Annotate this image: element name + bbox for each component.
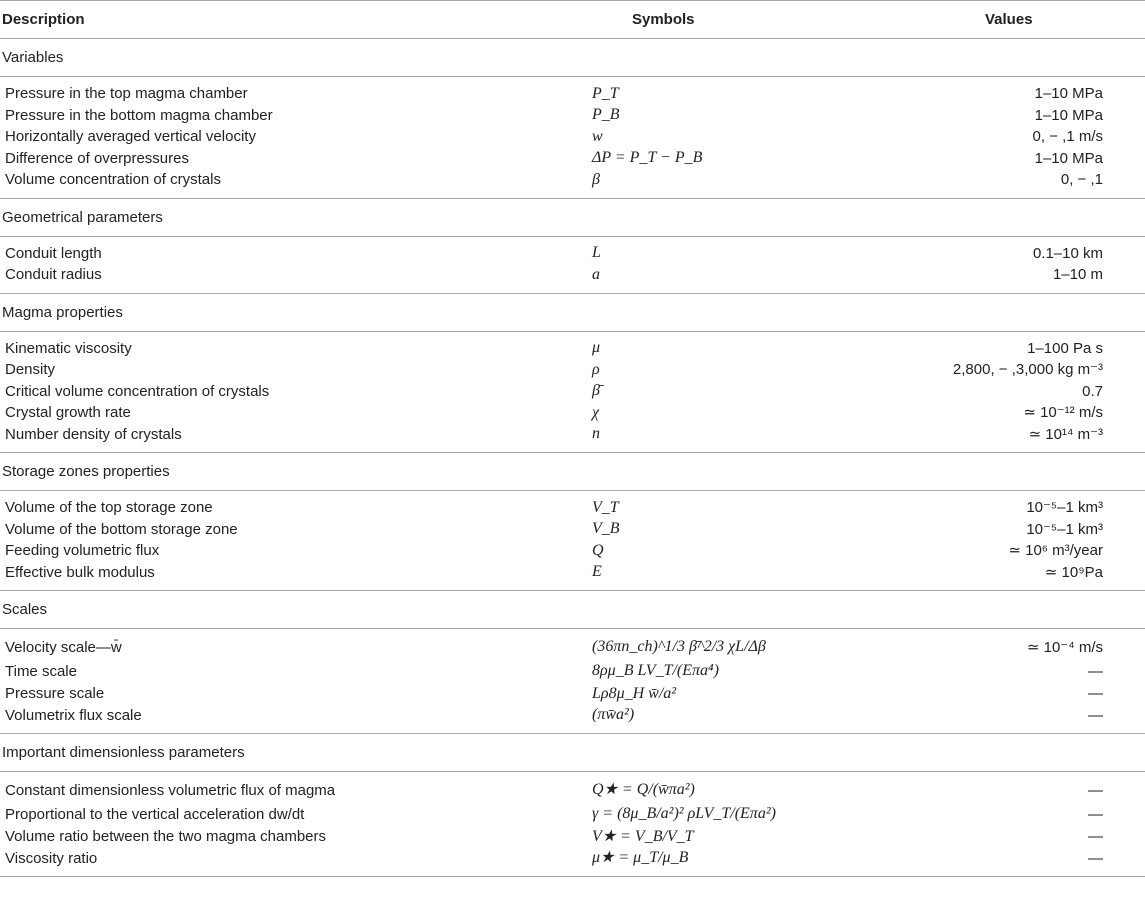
row-description: Pressure scale [5,685,105,703]
row-description: Density [5,361,56,379]
section-row [0,39,1145,77]
row-symbol: V_B [592,520,620,538]
table-row [0,826,1145,848]
row-description: Crystal growth rate [5,404,131,422]
row-value: ≃ 10⁶ m³/year [1008,542,1103,560]
row-symbol: 8ρμ_B LV_T/(Eπa⁴) [592,662,719,679]
table-row [0,105,1145,127]
row-description: Pressure in the top magma chamber [5,85,248,103]
row-description: Conduit radius [5,266,102,284]
section-gap [0,191,1145,199]
row-symbol: Lρ8μ_H w̄/a² [592,684,677,702]
section-title: Scales [0,591,1145,629]
table-body [0,39,1145,877]
section-gap [0,583,1145,591]
table-row [0,402,1145,424]
row-value: 1–10 MPa [1034,106,1103,124]
table-row [0,126,1145,148]
row-symbol: Q [592,541,604,559]
row-symbol: (πw̄a²) [592,706,635,724]
row-description: Velocity scale—w̄ [5,638,122,656]
row-symbol: P_B [592,106,620,124]
row-value: 0.7 [1082,382,1103,400]
row-value: — [1088,685,1103,703]
table-row [0,338,1145,360]
row-symbol: V★ = V_B/V_T [592,827,694,845]
row-description: Horizontally averaged vertical velocity [5,128,256,146]
row-description: Effective bulk modulus [5,563,155,581]
row-value: — [1088,805,1103,823]
row-symbol: ρ [592,360,600,378]
row-value: — [1088,662,1103,680]
row-symbol: w [592,127,603,145]
header-symbols: Symbols [580,1,885,39]
row-symbol: β [592,170,600,188]
section-row [0,453,1145,491]
section-gap [0,869,1145,877]
row-description: Time scale [5,662,77,680]
table-row [0,778,1145,802]
table-header-row [0,1,1145,39]
row-description: Volume of the top storage zone [5,499,213,517]
row-symbol: μ [592,339,601,357]
table-row [0,705,1145,727]
row-value: 2,800, − ,3,000 kg m⁻³ [952,361,1103,379]
row-description: Pressure in the bottom magma chamber [5,106,273,124]
section-title: Storage zones properties [0,453,1145,491]
section-gap [0,445,1145,453]
table-row [0,148,1145,170]
table-row [0,381,1145,403]
row-value: 1–10 MPa [1034,149,1103,167]
section-row [0,293,1145,331]
section-gap [0,286,1145,294]
row-value: 1–100 Pa s [1027,339,1103,357]
row-value: 1–10 MPa [1034,85,1103,103]
row-symbol: (36πn_ch)^1/3 β̄^2/3 χL/Δβ [592,638,766,655]
row-symbol: γ = (8μ_B/a²)² ρLV_T/(Eπa²) [592,805,776,822]
row-value: ≃ 10⁹Pa [1044,563,1103,581]
table-row [0,683,1145,705]
table-row [0,635,1145,659]
row-description: Volumetrix flux scale [5,706,142,724]
table-row [0,424,1145,446]
row-symbol: E [592,563,602,581]
row-value: ≃ 10⁻¹² m/s [1023,404,1103,422]
row-value: 0, − ,1 m/s [1032,128,1103,146]
section-title: Variables [0,39,1145,77]
row-value: — [1088,781,1103,799]
row-description: Conduit length [5,244,102,262]
row-description: Feeding volumetric flux [5,542,160,560]
row-description: Critical volume concentration of crystals [5,382,270,400]
row-value: 10⁻⁵–1 km³ [1026,499,1103,517]
row-symbol: Q★ = Q/(w̄πa²) [592,781,695,798]
table-row [0,359,1145,381]
row-description: Difference of overpressures [5,149,189,167]
table-row [0,848,1145,870]
row-value: 1–10 m [1052,266,1103,284]
table-row [0,802,1145,826]
row-symbol: ΔP = P_T − P_B [592,149,703,167]
row-description: Kinematic viscosity [5,339,132,357]
row-description: Volume concentration of crystals [5,171,221,189]
row-symbol: μ★ = μ_T/μ_B [592,849,689,867]
row-description: Number density of crystals [5,425,182,443]
section-title: Important dimensionless parameters [0,734,1145,772]
row-value: ≃ 10⁻⁴ m/s [1026,638,1103,656]
section-title: Geometrical parameters [0,198,1145,236]
table-row [0,264,1145,286]
section-gap [0,726,1145,734]
table-row [0,83,1145,105]
section-title: Magma properties [0,293,1145,331]
table-row [0,169,1145,191]
section-row [0,591,1145,629]
row-value: ≃ 10¹⁴ m⁻³ [1028,425,1103,443]
row-description: Volume ratio between the two magma chambers [5,828,326,846]
table-row [0,540,1145,562]
row-symbol: V_T [592,498,619,516]
row-description: Constant dimensionless volumetric flux of magma [5,781,336,799]
row-description: Viscosity ratio [5,849,98,867]
header-description: Description [0,1,580,39]
row-description: Volume of the bottom storage zone [5,520,238,538]
row-value: — [1088,706,1103,724]
table-row [0,659,1145,683]
section-row [0,734,1145,772]
row-value: — [1088,849,1103,867]
row-symbol: β̄ [592,382,600,400]
row-value: — [1088,828,1103,846]
row-value: 10⁻⁵–1 km³ [1026,520,1103,538]
row-symbol: χ [592,403,600,421]
row-symbol: L [592,244,601,262]
table-row [0,519,1145,541]
header-values: Values [885,1,1145,39]
table-row [0,243,1145,265]
row-symbol: a [592,265,600,283]
row-value: 0.1–10 km [1032,244,1103,262]
row-description: Proportional to the vertical acceleration dw/dt [5,805,305,823]
section-row [0,198,1145,236]
row-symbol: P_T [592,84,619,102]
table-row [0,497,1145,519]
row-symbol: n [592,425,600,443]
table-row [0,562,1145,584]
row-value: 0, − ,1 [1060,171,1103,189]
